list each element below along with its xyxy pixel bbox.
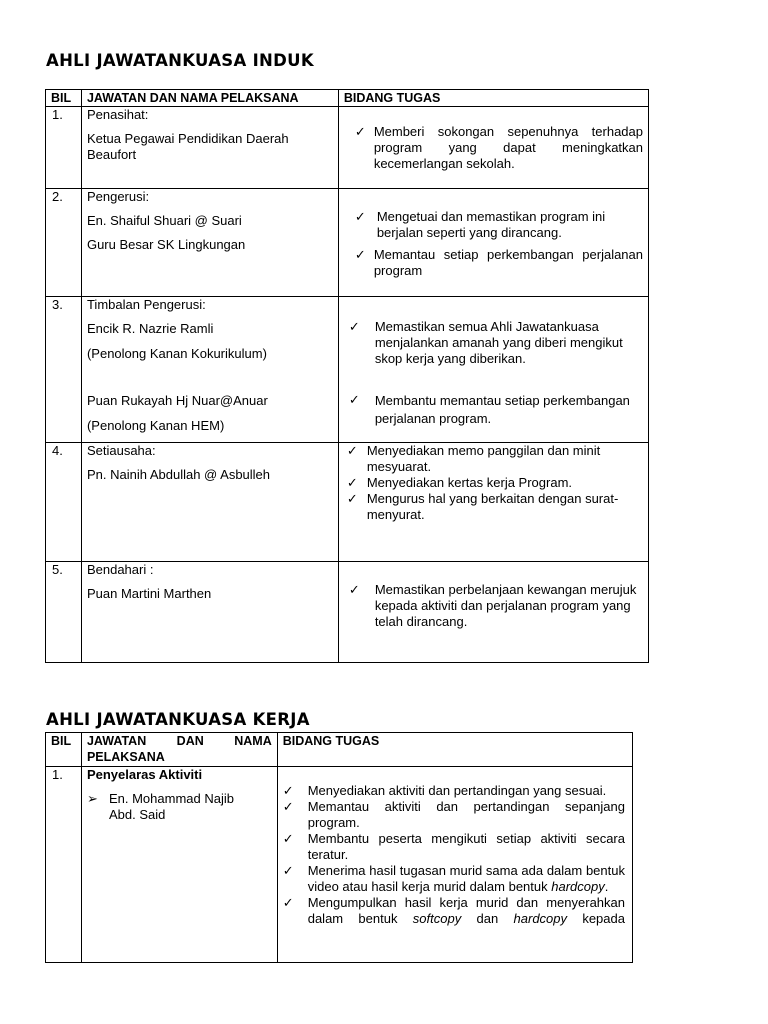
row-jawatan bbox=[81, 443, 338, 562]
row-bil: 4. bbox=[46, 443, 82, 562]
role-label: Bendahari : bbox=[86, 562, 154, 577]
table-header-row bbox=[46, 90, 649, 107]
task-item: Memberi sokongan sepenuhnya terhadap program yang dapat meningkatkan kecemerlangan sekolah. bbox=[373, 124, 643, 171]
role-label: Timbalan Pengerusi: bbox=[86, 297, 206, 312]
check-icon: ✓ bbox=[346, 443, 358, 458]
member-name: Puan Martini Marthen bbox=[86, 586, 212, 601]
table-row bbox=[46, 189, 649, 297]
member-title: Guru Besar SK Lingkungan bbox=[86, 237, 246, 252]
check-icon: ✓ bbox=[348, 319, 360, 334]
check-icon: ✓ bbox=[346, 475, 358, 490]
row-tugas bbox=[338, 189, 648, 297]
row-tugas bbox=[277, 767, 632, 963]
header-tugas: BIDANG TUGAS bbox=[338, 90, 648, 107]
task-text: Menerima hasil tugasan murid sama ada dalam bentuk video atau hasil kerja murid dalam bentuk bbox=[307, 863, 625, 894]
header-jawatan: JAWATAN DAN NAMA PELAKSANA bbox=[81, 733, 277, 767]
task-text-italic: softcopy bbox=[412, 911, 462, 926]
row-bil: 1. bbox=[46, 767, 82, 963]
check-icon: ✓ bbox=[348, 582, 360, 597]
row-tugas bbox=[338, 562, 648, 663]
task-item: Memantau aktiviti dan pertandingan sepanjang program. bbox=[307, 799, 625, 830]
check-icon: ✓ bbox=[348, 392, 360, 407]
member-name: Ketua Pegawai Pendidikan Daerah Beaufort bbox=[86, 131, 289, 162]
task-item: Memastikan perbelanjaan kewangan merujuk kepada aktiviti dan perjalanan program yang telah dirancang. bbox=[374, 582, 637, 629]
table-induk bbox=[45, 89, 649, 663]
row-jawatan bbox=[81, 297, 338, 443]
heading-kerja: AHLI JAWATANKUASA KERJA bbox=[46, 710, 310, 729]
member-name: Encik R. Nazrie Ramli bbox=[86, 321, 214, 336]
task-item: Mengetuai dan memastikan program ini berjalan seperti yang dirancang. bbox=[376, 209, 606, 240]
check-icon: ✓ bbox=[354, 247, 366, 262]
member-title: (Penolong Kanan HEM) bbox=[86, 418, 225, 433]
table-row bbox=[46, 297, 649, 443]
task-text: kepada bbox=[582, 911, 625, 926]
role-label: Penasihat: bbox=[86, 107, 149, 122]
task-text: dan bbox=[476, 911, 499, 926]
check-icon: ✓ bbox=[282, 831, 294, 846]
task-item: Memastikan semua Ahli Jawatankuasa menjalankan amanah yang diberi mengikut skop kerja yang diberikan. bbox=[374, 319, 623, 366]
arrow-bullet-icon: ➢ bbox=[86, 791, 98, 806]
task-text: Mengumpulkan hasil kerja murid dan menyerahkan dalam bentuk bbox=[307, 895, 625, 926]
table-kerja bbox=[45, 732, 633, 963]
header-tugas: BIDANG TUGAS bbox=[277, 733, 632, 767]
header-jawatan: JAWATAN DAN NAMA PELAKSANA bbox=[81, 90, 338, 107]
table-header-row bbox=[46, 733, 633, 767]
check-icon: ✓ bbox=[282, 895, 294, 910]
task-text-italic: hardcopy bbox=[513, 911, 568, 926]
header-bil: BIL bbox=[46, 90, 82, 107]
member-title: (Penolong Kanan Kokurikulum) bbox=[86, 346, 267, 361]
table-row bbox=[46, 107, 649, 189]
check-icon: ✓ bbox=[346, 491, 358, 506]
row-bil: 2. bbox=[46, 189, 82, 297]
row-tugas bbox=[338, 443, 648, 562]
check-icon: ✓ bbox=[282, 863, 294, 878]
row-jawatan bbox=[81, 107, 338, 189]
check-icon: ✓ bbox=[282, 783, 294, 798]
task-text-italic: hardcopy bbox=[551, 879, 605, 894]
table-row bbox=[46, 767, 633, 963]
row-tugas bbox=[338, 297, 648, 443]
member-name: Puan Rukayah Hj Nuar@Anuar bbox=[86, 393, 268, 408]
task-item: Menyediakan aktiviti dan pertandingan yang sesuai. bbox=[307, 783, 607, 798]
role-label: Setiausaha: bbox=[86, 443, 156, 458]
row-bil: 5. bbox=[46, 562, 82, 663]
task-item: Menyediakan kertas kerja Program. bbox=[366, 475, 573, 490]
task-item: Mengurus hal yang berkaitan dengan surat-menyurat. bbox=[366, 491, 619, 522]
task-item bbox=[308, 895, 625, 927]
role-label: Penyelaras Aktiviti bbox=[86, 767, 203, 782]
table-row bbox=[46, 562, 649, 663]
task-item: Membantu memantau setiap perkembangan perjalanan program. bbox=[374, 393, 630, 426]
task-item: Menerima hasil tugasan murid sama ada dalam bentuk video atau hasil kerja murid dalam bentuk hardcopy. bbox=[307, 863, 625, 894]
task-item: Membantu peserta mengikuti setiap aktiviti secara teratur. bbox=[307, 831, 625, 862]
check-icon: ✓ bbox=[354, 124, 366, 139]
row-jawatan bbox=[81, 189, 338, 297]
row-bil: 1. bbox=[46, 107, 82, 189]
task-item: Memantau setiap perkembangan perjalanan program bbox=[373, 247, 643, 278]
member-name: Pn. Nainih Abdullah @ Asbulleh bbox=[86, 467, 271, 482]
role-label: Pengerusi: bbox=[86, 189, 150, 204]
row-tugas bbox=[338, 107, 648, 189]
member-name: En. Mohammad Najib Abd. Said bbox=[108, 791, 234, 822]
row-jawatan bbox=[81, 767, 277, 963]
task-item: Menyediakan memo panggilan dan minit mesyuarat. bbox=[366, 443, 601, 474]
row-jawatan bbox=[81, 562, 338, 663]
check-icon: ✓ bbox=[282, 799, 294, 814]
row-bil: 3. bbox=[46, 297, 82, 443]
header-bil: BIL bbox=[46, 733, 82, 767]
heading-induk: AHLI JAWATANKUASA INDUK bbox=[46, 51, 314, 70]
member-name: En. Shaiful Shuari @ Suari bbox=[86, 213, 242, 228]
table-row bbox=[46, 443, 649, 562]
check-icon: ✓ bbox=[354, 209, 366, 224]
